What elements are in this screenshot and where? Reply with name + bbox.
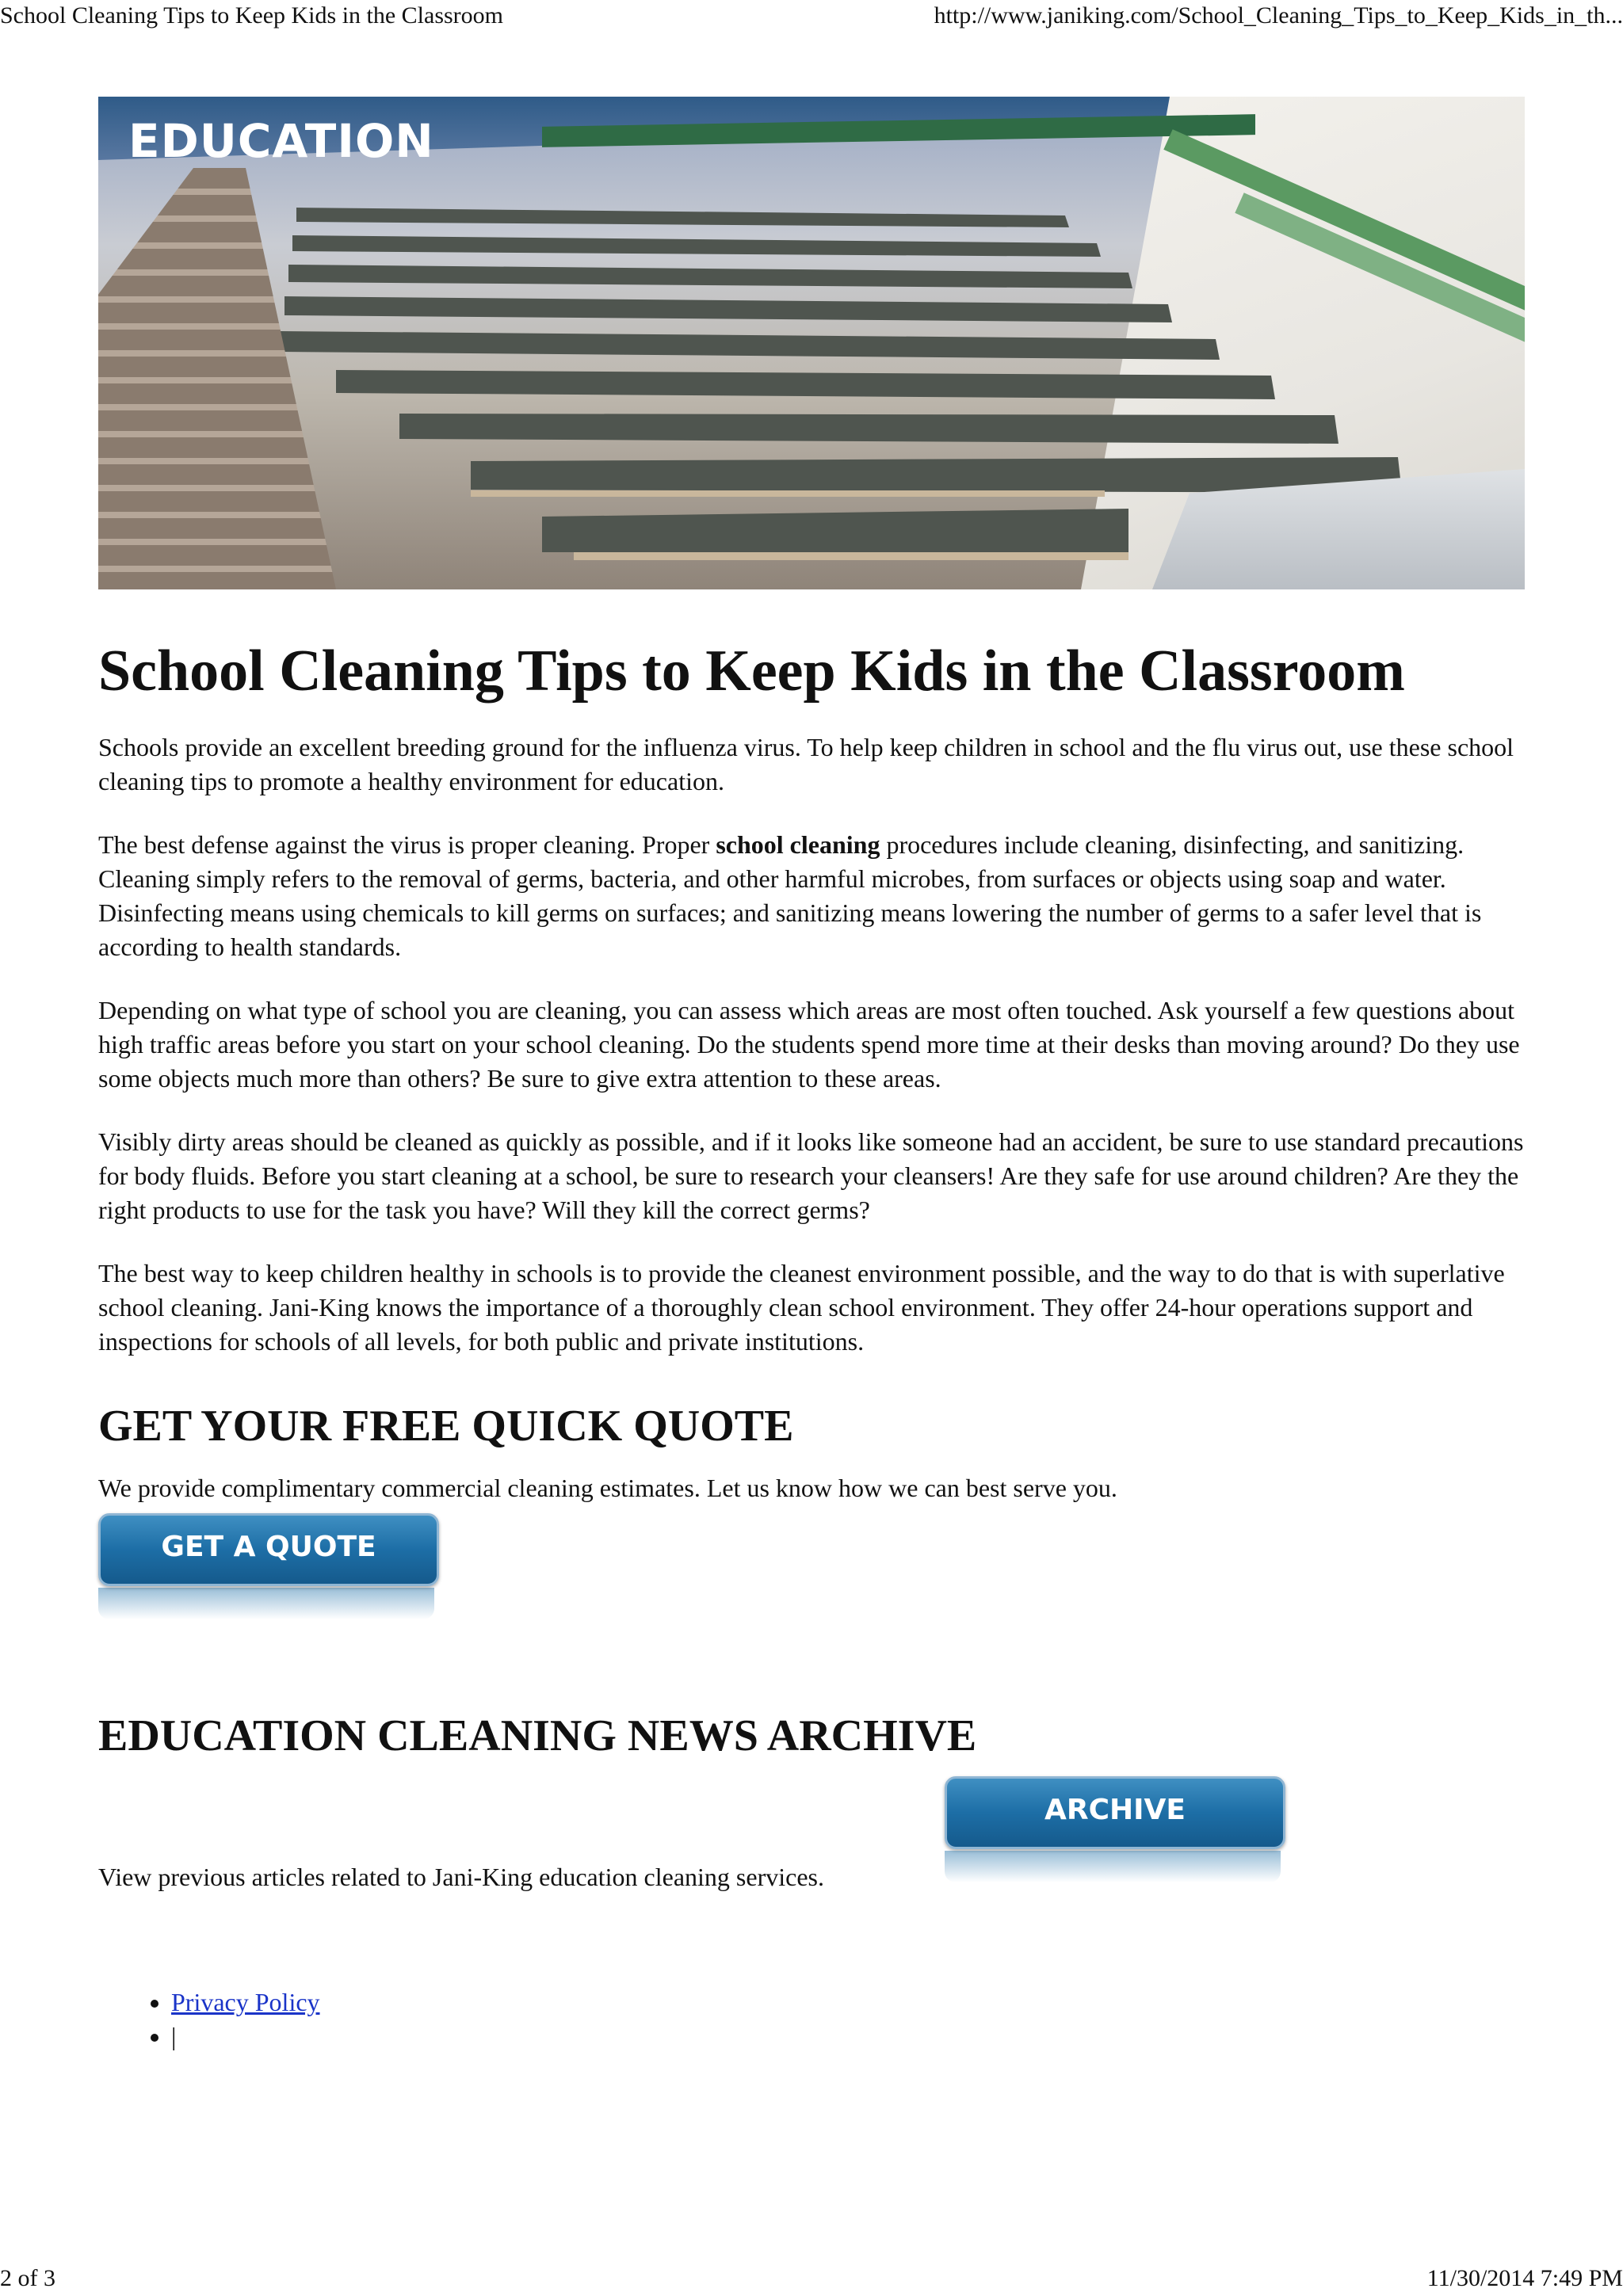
button-reflection bbox=[98, 1588, 434, 1619]
article-paragraph-2 bbox=[98, 828, 1525, 964]
archive-text: View previous articles related to Jani-King education cleaning services. bbox=[98, 1863, 824, 1891]
archive-heading: EDUCATION CLEANING NEWS ARCHIVE bbox=[98, 1711, 977, 1760]
button-reflection bbox=[945, 1851, 1281, 1882]
print-header bbox=[0, 0, 1623, 35]
archive-section bbox=[98, 1708, 1525, 1909]
article-paragraph-4: Visibly dirty areas should be cleaned as quickly as possible, and if it looks like someone had an accident, be sure to use standard precautions for body fluids. Before you start cleaning at a school, be sure to research your cleansers! Are they safe for use around children? Are they the right products to use for the task you have? Will they kill the correct germs? bbox=[98, 1127, 1524, 1224]
main-content bbox=[98, 97, 1525, 2054]
school-cleaning-keyword: school cleaning bbox=[716, 830, 880, 859]
link-separator: | bbox=[171, 2022, 177, 2050]
print-page-title: School Cleaning Tips to Keep Kids in the Classroom bbox=[0, 2, 504, 29]
print-url: http://www.janiking.com/School_Cleaning_Tips_to_Keep_Kids_in_th... bbox=[934, 2, 1623, 29]
article-paragraph-3: Depending on what type of school you are cleaning, you can assess which areas are most often touched. Ask yourself a few questions about high traffic areas before you start on your school cleaning. Do the students spend more time at their desks than moving around? Do they use some objects much more than others? Be sure to give extra attention to these areas. bbox=[98, 996, 1520, 1093]
archive-row bbox=[98, 1776, 1525, 1909]
get-a-quote-button[interactable]: GET A QUOTE bbox=[98, 1513, 439, 1586]
article-title: School Cleaning Tips to Keep Kids in the Classroom bbox=[98, 639, 1405, 704]
print-page-number: 2 of 3 bbox=[0, 2265, 55, 2291]
paragraph-text: procedures include cleaning, disinfecting, and sanitizing. Cleaning simply refers to the removal of germs, bacteria, and other harmful microbes, from surfaces or objects using soap and water. Disinfecting means using chemicals to kill germs on surfaces; and sanitizing means lowering the number of germs to a safer level that is according to health standards. bbox=[98, 830, 1482, 961]
quote-heading: GET YOUR FREE QUICK QUOTE bbox=[98, 1402, 794, 1451]
footer-links bbox=[98, 1985, 1525, 2054]
list-item bbox=[171, 2019, 1525, 2054]
archive-button[interactable]: ARCHIVE bbox=[945, 1776, 1285, 1849]
quote-section bbox=[98, 1398, 1525, 1619]
article-paragraph-1: Schools provide an excellent breeding ground for the influenza virus. To help keep children in school and the flu virus out, use these school cleaning tips to promote a healthy environment for education. bbox=[98, 733, 1514, 795]
privacy-policy-link[interactable]: Privacy Policy bbox=[171, 1988, 320, 2016]
list-item bbox=[171, 1985, 1525, 2019]
paragraph-text: The best defense against the virus is proper cleaning. Proper bbox=[98, 830, 716, 859]
article-paragraph-5: The best way to keep children healthy in schools is to provide the cleanest environment possible, and the way to do that is with superlative school cleaning. Jani-King knows the importance of a thoroughly clean school environment. They offer 24-hour operations support and inspections for schools of all levels, for both public and private institutions. bbox=[98, 1259, 1505, 1356]
quote-text: We provide complimentary commercial cleaning estimates. Let us know how we can best serve you. bbox=[98, 1474, 1117, 1502]
print-footer bbox=[0, 2263, 1623, 2294]
hero-banner-label: EDUCATION bbox=[128, 114, 434, 168]
hero-banner-image bbox=[98, 97, 1525, 589]
print-timestamp: 11/30/2014 7:49 PM bbox=[1426, 2265, 1623, 2291]
